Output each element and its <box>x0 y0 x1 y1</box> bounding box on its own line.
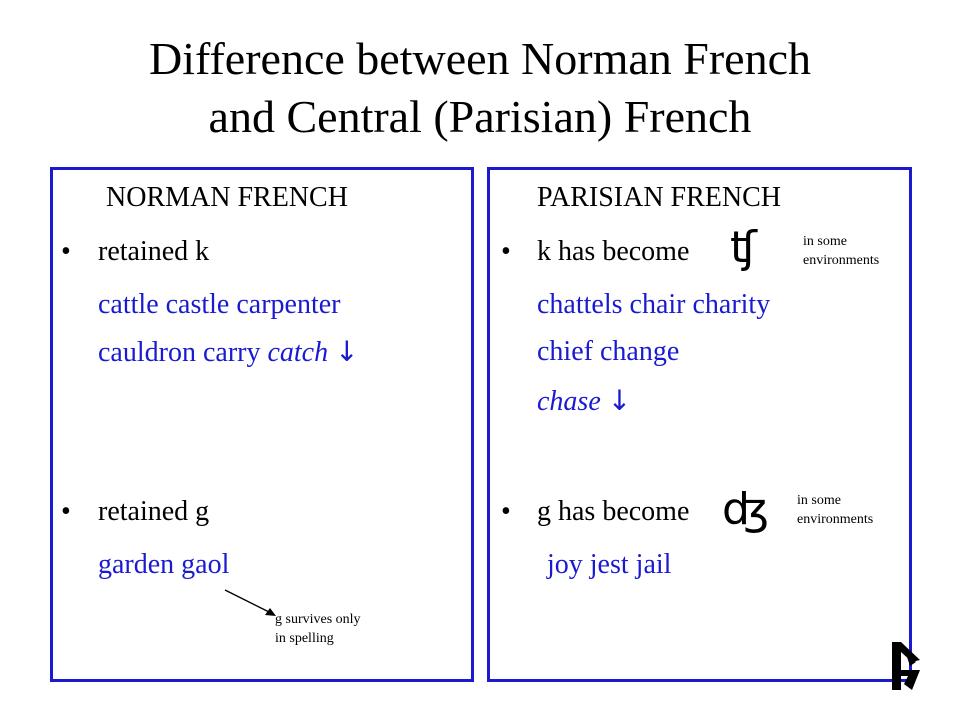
annotation-line-2: in spelling <box>275 631 334 646</box>
note-line-2: environments <box>803 253 880 268</box>
parisian-g-examples: joy jest jail <box>547 549 672 580</box>
norman-bullet-g: retained g <box>98 496 210 527</box>
ipa-dezh-symbol: ʤ <box>722 484 769 535</box>
annotation-arrow <box>223 588 283 620</box>
parisian-heading: PARISIAN FRENCH <box>537 182 782 213</box>
norman-heading: NORMAN FRENCH <box>106 182 348 213</box>
norman-bullet-k: retained k <box>98 236 210 267</box>
spelling-annotation <box>275 610 361 648</box>
parisian-bullet-g: g has become <box>537 496 690 527</box>
note-line-1: in some <box>797 493 841 508</box>
slide-title <box>0 30 960 146</box>
norman-k-example-catch: catch <box>267 337 329 368</box>
norman-k-examples-line2 <box>98 331 359 374</box>
parisian-k-example-chase: chase <box>537 386 601 417</box>
bullet-icon: • <box>501 236 511 267</box>
parisian-k-examples-line3 <box>537 380 631 423</box>
title-line-2: and Central (Parisian) French <box>208 91 752 142</box>
bullet-icon: • <box>501 496 511 527</box>
norman-k-examples-plain: cauldron carry <box>98 337 268 368</box>
note-line-1: in some <box>803 234 847 249</box>
k-environment-note <box>803 232 879 270</box>
down-arrow-icon: ↓ <box>607 384 632 417</box>
norman-k-examples-line1: cattle castle carpenter <box>98 289 341 320</box>
g-environment-note <box>797 491 873 529</box>
title-line-1: Difference between Norman French <box>148 33 811 84</box>
parisian-k-examples-line2: chief change <box>537 336 680 367</box>
corner-logo-icon <box>890 640 930 692</box>
parisian-bullet-k: k has become <box>537 236 690 267</box>
parisian-french-panel <box>487 167 912 682</box>
parisian-k-examples-line1: chattels chair charity <box>537 289 771 320</box>
annotation-line-1: g survives only <box>275 612 361 627</box>
bullet-icon: • <box>61 496 71 527</box>
bullet-icon: • <box>61 236 71 267</box>
norman-french-panel <box>50 167 474 682</box>
note-line-2: environments <box>797 512 874 527</box>
ipa-tesh-symbol: ʧ <box>730 222 757 273</box>
norman-g-examples: garden gaol <box>98 549 230 580</box>
down-arrow-icon: ↓ <box>335 335 359 368</box>
